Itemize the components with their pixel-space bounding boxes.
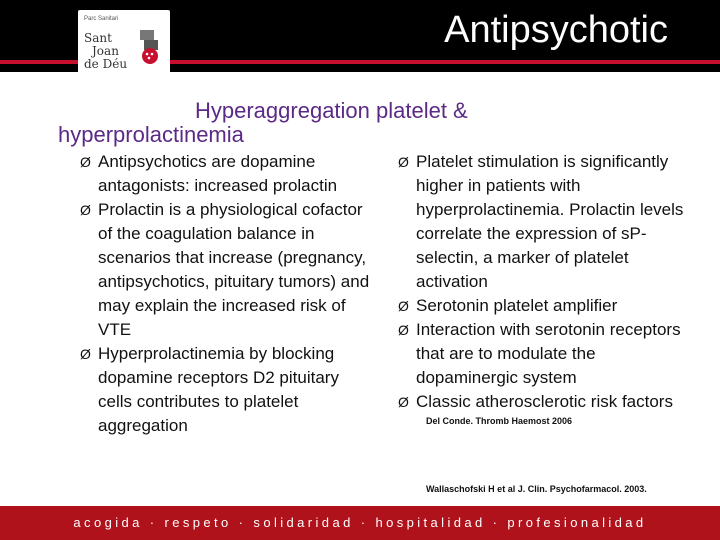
right-column: [398, 150, 698, 414]
bullet-text: Hyperprolactinemia by blocking dopamine receptors D2 pituitary cells contributes to platelet aggregation: [98, 344, 339, 435]
list-item: [398, 318, 698, 390]
bullet-text: Classic atherosclerotic risk factors: [416, 392, 673, 411]
hospital-logo: [78, 10, 170, 90]
arrow-bullet-icon: Ø: [398, 154, 409, 170]
page-title: Antipsychotic: [444, 9, 668, 51]
logo-small-text: Parc Sanitari: [84, 16, 119, 22]
arrow-bullet-icon: Ø: [80, 154, 91, 170]
arrow-bullet-icon: Ø: [398, 298, 409, 314]
footer-motto: acogida · respeto · solidaridad · hospitalidad · profesionalidad: [73, 515, 647, 530]
list-item: [398, 390, 698, 414]
slide-title-line-2: hyperprolactinemia: [58, 122, 244, 147]
list-item: [80, 198, 370, 342]
list-item: [80, 150, 370, 198]
logo-line-2: Joan: [92, 44, 119, 58]
logo-line-3: de Déu: [84, 57, 128, 71]
arrow-bullet-icon: Ø: [398, 394, 409, 410]
bullet-text: Antipsychotics are dopamine antagonists: increased prolactin: [98, 152, 338, 195]
logo-emblem-icon: [136, 30, 164, 66]
list-item: [398, 294, 698, 318]
bullet-text: Serotonin platelet amplifier: [416, 296, 618, 315]
bullet-text: Prolactin is a physiological cofactor of the coagulation balance in scenarios that increase (pregnancy, antipsychotics, pituitary tumors) and may explain the increased risk of VTE: [98, 200, 370, 339]
logo-line-1: Sant: [84, 31, 112, 45]
left-column: [80, 150, 370, 438]
arrow-bullet-icon: Ø: [80, 202, 91, 218]
slide-title-line-1: Hyperaggregation platelet &: [195, 98, 468, 123]
arrow-bullet-icon: Ø: [398, 322, 409, 338]
reference-1: Del Conde. Thromb Haemost 2006: [426, 416, 573, 426]
bullet-text: Interaction with serotonin receptors that are to modulate the dopaminergic system: [416, 320, 681, 387]
list-item: [80, 342, 370, 438]
bullet-text: Platelet stimulation is significantly higher in patients with hyperprolactinemia. Prolactin levels correlate the expression of sP-selectin, a marker of platelet activation: [416, 152, 684, 291]
arrow-bullet-icon: Ø: [80, 346, 91, 362]
reference-2: Wallaschofski H et al J. Clin. Psychofarmacol. 2003.: [426, 484, 647, 494]
list-item: [398, 150, 698, 294]
